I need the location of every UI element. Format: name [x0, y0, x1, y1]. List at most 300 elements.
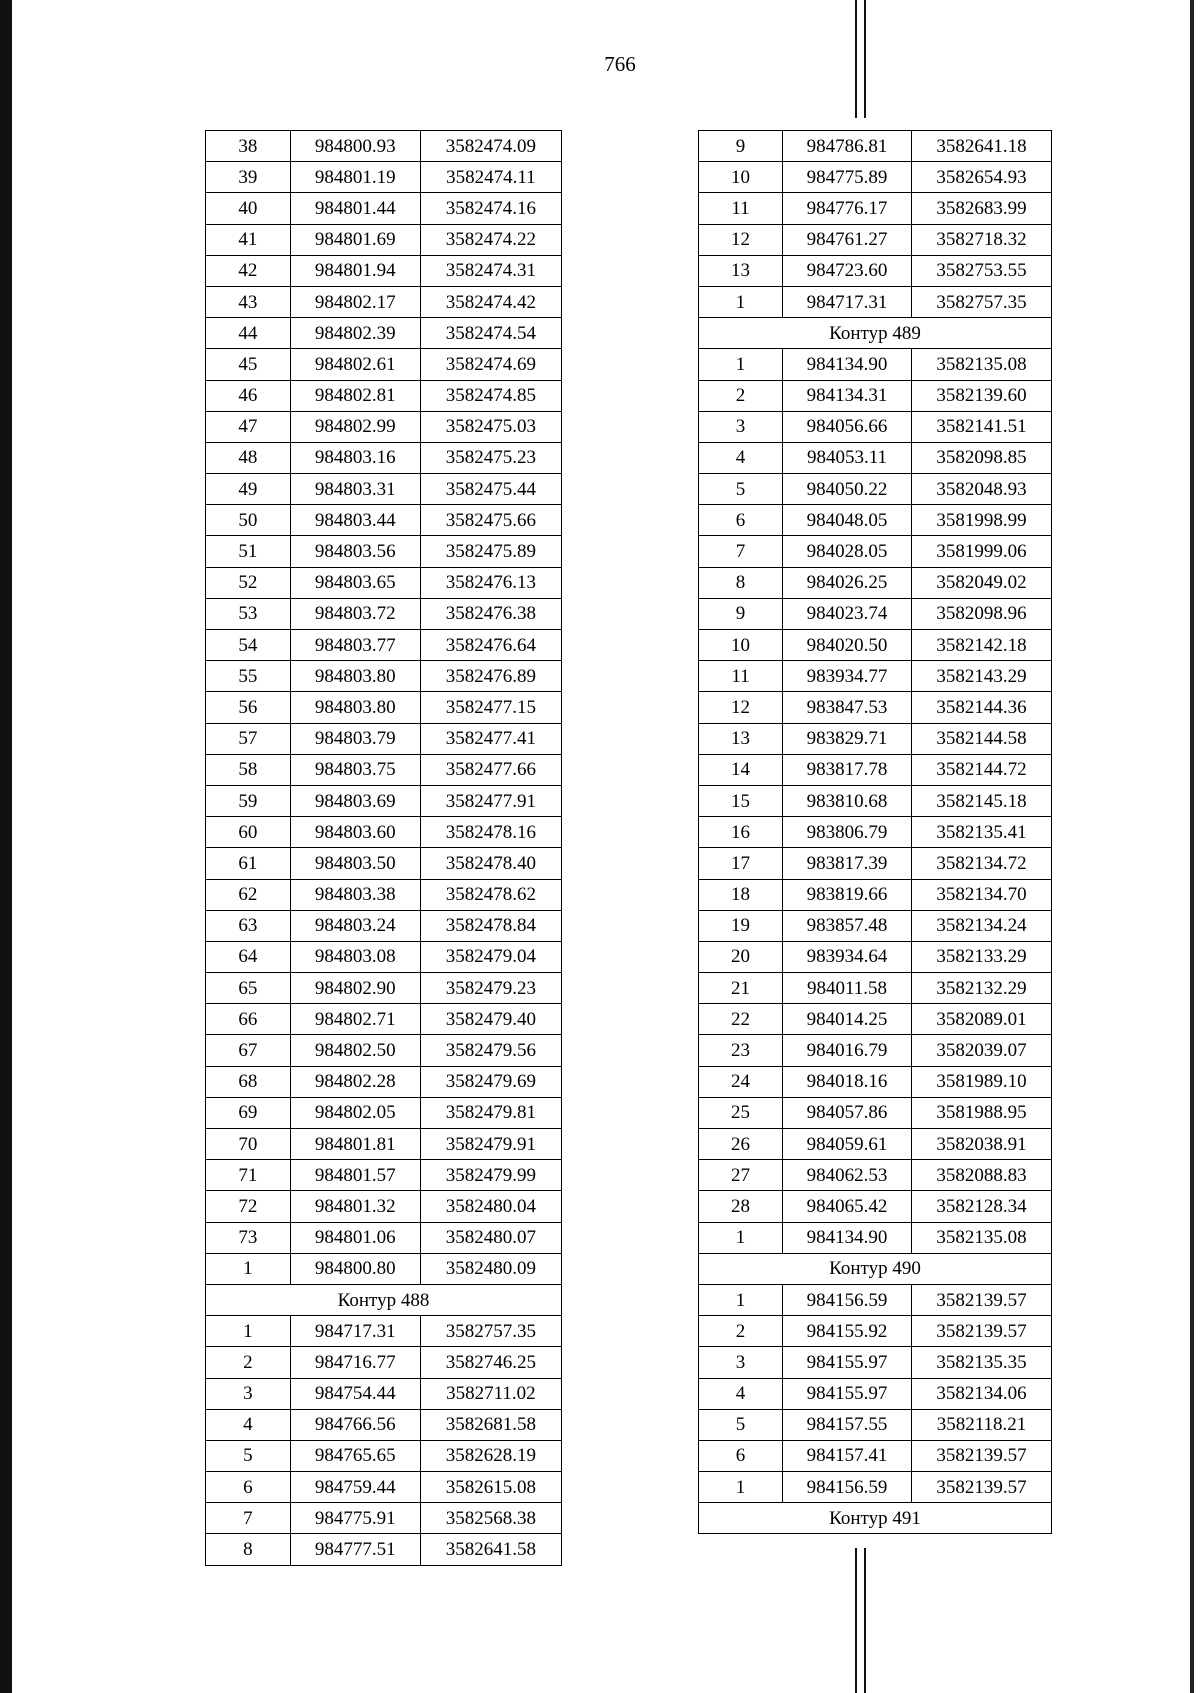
- x-coordinate: 984803.31: [290, 474, 420, 505]
- point-number: 13: [699, 723, 783, 754]
- table-row: [699, 692, 1052, 723]
- x-coordinate: 984157.55: [783, 1409, 912, 1440]
- table-row: [699, 1378, 1052, 1409]
- x-coordinate: 984057.86: [783, 1097, 912, 1128]
- table-row: [699, 941, 1052, 972]
- table-row: [699, 1284, 1052, 1315]
- binding-mark-bottom: [855, 1548, 867, 1693]
- y-coordinate: 3582757.35: [420, 1316, 561, 1347]
- table-row: [206, 567, 562, 598]
- table-row: [699, 349, 1052, 380]
- point-number: 53: [206, 598, 291, 629]
- contour-label: Контур 490: [699, 1253, 1052, 1284]
- table-row: [206, 1129, 562, 1160]
- y-coordinate: 3582475.23: [420, 442, 561, 473]
- table-row: [206, 1378, 562, 1409]
- point-number: 18: [699, 879, 783, 910]
- point-number: 1: [699, 1222, 783, 1253]
- table-row: [206, 286, 562, 317]
- point-number: 24: [699, 1066, 783, 1097]
- y-coordinate: 3582479.56: [420, 1035, 561, 1066]
- y-coordinate: 3582134.72: [912, 848, 1052, 879]
- y-coordinate: 3582476.64: [420, 630, 561, 661]
- x-coordinate: 984802.90: [290, 973, 420, 1004]
- x-coordinate: 984062.53: [783, 1160, 912, 1191]
- y-coordinate: 3582135.08: [912, 1222, 1052, 1253]
- point-number: 12: [699, 692, 783, 723]
- x-coordinate: 984803.72: [290, 598, 420, 629]
- table-row: [699, 380, 1052, 411]
- y-coordinate: 3582139.57: [912, 1316, 1052, 1347]
- point-number: 21: [699, 973, 783, 1004]
- x-coordinate: 984011.58: [783, 973, 912, 1004]
- point-number: 49: [206, 474, 291, 505]
- table-row: [699, 567, 1052, 598]
- point-number: 66: [206, 1004, 291, 1035]
- point-number: 2: [206, 1347, 291, 1378]
- table-row: [206, 131, 562, 162]
- point-number: 23: [699, 1035, 783, 1066]
- x-coordinate: 983817.78: [783, 754, 912, 785]
- x-coordinate: 984754.44: [290, 1378, 420, 1409]
- x-coordinate: 984803.60: [290, 817, 420, 848]
- y-coordinate: 3582476.38: [420, 598, 561, 629]
- y-coordinate: 3582474.11: [420, 162, 561, 193]
- point-number: 56: [206, 692, 291, 723]
- table-row: [699, 1347, 1052, 1378]
- point-number: 27: [699, 1160, 783, 1191]
- point-number: 22: [699, 1004, 783, 1035]
- y-coordinate: 3582474.69: [420, 349, 561, 380]
- x-coordinate: 984801.06: [290, 1222, 420, 1253]
- x-coordinate: 984157.41: [783, 1440, 912, 1471]
- table-row: [699, 1222, 1052, 1253]
- point-number: 42: [206, 255, 291, 286]
- table-row: [699, 973, 1052, 1004]
- y-coordinate: 3582479.23: [420, 973, 561, 1004]
- point-number: 1: [699, 286, 783, 317]
- table-row: [699, 630, 1052, 661]
- table-row: [206, 474, 562, 505]
- table-row: [206, 941, 562, 972]
- y-coordinate: 3582568.38: [420, 1503, 561, 1534]
- x-coordinate: 984716.77: [290, 1347, 420, 1378]
- table-row: [206, 692, 562, 723]
- x-coordinate: 984800.93: [290, 131, 420, 162]
- table-row: [206, 224, 562, 255]
- table-row: [699, 1472, 1052, 1503]
- y-coordinate: 3582134.06: [912, 1378, 1052, 1409]
- table-row: [206, 785, 562, 816]
- x-coordinate: 984016.79: [783, 1035, 912, 1066]
- x-coordinate: 984723.60: [783, 255, 912, 286]
- y-coordinate: 3582480.04: [420, 1191, 561, 1222]
- table-row: [699, 505, 1052, 536]
- y-coordinate: 3582477.91: [420, 785, 561, 816]
- y-coordinate: 3582143.29: [912, 661, 1052, 692]
- point-number: 5: [699, 474, 783, 505]
- x-coordinate: 984803.80: [290, 661, 420, 692]
- point-number: 4: [699, 442, 783, 473]
- table-row: [206, 536, 562, 567]
- x-coordinate: 984766.56: [290, 1409, 420, 1440]
- x-coordinate: 983806.79: [783, 817, 912, 848]
- x-coordinate: 984801.57: [290, 1160, 420, 1191]
- x-coordinate: 984134.31: [783, 380, 912, 411]
- y-coordinate: 3582475.03: [420, 411, 561, 442]
- x-coordinate: 984801.32: [290, 1191, 420, 1222]
- x-coordinate: 983857.48: [783, 910, 912, 941]
- point-number: 10: [699, 630, 783, 661]
- x-coordinate: 984802.81: [290, 380, 420, 411]
- y-coordinate: 3582039.07: [912, 1035, 1052, 1066]
- table-row: [206, 848, 562, 879]
- contour-header-row: [699, 1503, 1052, 1534]
- x-coordinate: 984028.05: [783, 536, 912, 567]
- x-coordinate: 984155.97: [783, 1378, 912, 1409]
- point-number: 5: [206, 1440, 291, 1471]
- point-number: 9: [699, 131, 783, 162]
- table-row: [206, 505, 562, 536]
- contour-header-row: [699, 1253, 1052, 1284]
- x-coordinate: 984801.44: [290, 193, 420, 224]
- point-number: 28: [699, 1191, 783, 1222]
- point-number: 1: [699, 1472, 783, 1503]
- point-number: 8: [699, 567, 783, 598]
- x-coordinate: 984803.79: [290, 723, 420, 754]
- y-coordinate: 3582478.16: [420, 817, 561, 848]
- y-coordinate: 3582628.19: [420, 1440, 561, 1471]
- point-number: 5: [699, 1409, 783, 1440]
- y-coordinate: 3582098.85: [912, 442, 1052, 473]
- y-coordinate: 3582135.08: [912, 349, 1052, 380]
- x-coordinate: 984803.80: [290, 692, 420, 723]
- y-coordinate: 3582139.57: [912, 1440, 1052, 1471]
- table-row: [206, 817, 562, 848]
- y-coordinate: 3582144.58: [912, 723, 1052, 754]
- y-coordinate: 3582474.22: [420, 224, 561, 255]
- point-number: 6: [206, 1472, 291, 1503]
- y-coordinate: 3582145.18: [912, 785, 1052, 816]
- x-coordinate: 984801.81: [290, 1129, 420, 1160]
- point-number: 7: [206, 1503, 291, 1534]
- table-row: [699, 1409, 1052, 1440]
- y-coordinate: 3582478.62: [420, 879, 561, 910]
- table-row: [206, 1409, 562, 1440]
- point-number: 3: [206, 1378, 291, 1409]
- y-coordinate: 3582474.42: [420, 286, 561, 317]
- point-number: 14: [699, 754, 783, 785]
- table-row: [206, 910, 562, 941]
- coordinates-table-left-body: [206, 131, 562, 1566]
- point-number: 25: [699, 1097, 783, 1128]
- point-number: 10: [699, 162, 783, 193]
- point-number: 17: [699, 848, 783, 879]
- x-coordinate: 984802.50: [290, 1035, 420, 1066]
- point-number: 65: [206, 973, 291, 1004]
- coordinates-table-left: [205, 130, 562, 1566]
- x-coordinate: 984156.59: [783, 1472, 912, 1503]
- x-coordinate: 984717.31: [783, 286, 912, 317]
- y-coordinate: 3582479.99: [420, 1160, 561, 1191]
- point-number: 46: [206, 380, 291, 411]
- y-coordinate: 3582479.40: [420, 1004, 561, 1035]
- y-coordinate: 3582139.57: [912, 1284, 1052, 1315]
- table-row: [206, 380, 562, 411]
- x-coordinate: 984801.69: [290, 224, 420, 255]
- y-coordinate: 3582144.72: [912, 754, 1052, 785]
- point-number: 48: [206, 442, 291, 473]
- x-coordinate: 984802.39: [290, 318, 420, 349]
- table-row: [206, 1066, 562, 1097]
- y-coordinate: 3582128.34: [912, 1191, 1052, 1222]
- y-coordinate: 3582718.32: [912, 224, 1052, 255]
- x-coordinate: 984800.80: [290, 1253, 420, 1284]
- point-number: 19: [699, 910, 783, 941]
- table-row: [699, 598, 1052, 629]
- scan-right-edge: [1190, 0, 1194, 1693]
- y-coordinate: 3582476.89: [420, 661, 561, 692]
- table-row: [699, 723, 1052, 754]
- x-coordinate: 984803.08: [290, 941, 420, 972]
- point-number: 68: [206, 1066, 291, 1097]
- point-number: 41: [206, 224, 291, 255]
- point-number: 2: [699, 1316, 783, 1347]
- table-row: [206, 1222, 562, 1253]
- contour-label: Контур 489: [699, 318, 1052, 349]
- y-coordinate: 3582141.51: [912, 411, 1052, 442]
- y-coordinate: 3582132.29: [912, 973, 1052, 1004]
- x-coordinate: 984155.92: [783, 1316, 912, 1347]
- point-number: 11: [699, 661, 783, 692]
- y-coordinate: 3582477.41: [420, 723, 561, 754]
- point-number: 57: [206, 723, 291, 754]
- y-coordinate: 3582135.35: [912, 1347, 1052, 1378]
- x-coordinate: 984802.71: [290, 1004, 420, 1035]
- point-number: 44: [206, 318, 291, 349]
- point-number: 12: [699, 224, 783, 255]
- x-coordinate: 984803.56: [290, 536, 420, 567]
- point-number: 3: [699, 411, 783, 442]
- table-row: [699, 193, 1052, 224]
- table-row: [206, 1253, 562, 1284]
- table-row: [206, 318, 562, 349]
- table-row: [206, 1160, 562, 1191]
- x-coordinate: 984134.90: [783, 1222, 912, 1253]
- table-row: [699, 286, 1052, 317]
- x-coordinate: 984134.90: [783, 349, 912, 380]
- x-coordinate: 984802.28: [290, 1066, 420, 1097]
- x-coordinate: 984026.25: [783, 567, 912, 598]
- y-coordinate: 3582474.16: [420, 193, 561, 224]
- table-row: [699, 224, 1052, 255]
- x-coordinate: 984803.65: [290, 567, 420, 598]
- point-number: 38: [206, 131, 291, 162]
- point-number: 26: [699, 1129, 783, 1160]
- x-coordinate: 984014.25: [783, 1004, 912, 1035]
- y-coordinate: 3582681.58: [420, 1409, 561, 1440]
- point-number: 4: [699, 1378, 783, 1409]
- point-number: 1: [206, 1316, 291, 1347]
- table-row: [206, 1472, 562, 1503]
- x-coordinate: 984802.17: [290, 286, 420, 317]
- x-coordinate: 984761.27: [783, 224, 912, 255]
- y-coordinate: 3582480.09: [420, 1253, 561, 1284]
- x-coordinate: 984156.59: [783, 1284, 912, 1315]
- table-row: [699, 817, 1052, 848]
- table-row: [206, 973, 562, 1004]
- point-number: 3: [699, 1347, 783, 1378]
- x-coordinate: 984802.05: [290, 1097, 420, 1128]
- table-row: [206, 1035, 562, 1066]
- table-row: [206, 598, 562, 629]
- y-coordinate: 3582142.18: [912, 630, 1052, 661]
- x-coordinate: 984050.22: [783, 474, 912, 505]
- page-number: 766: [604, 52, 636, 76]
- point-number: 13: [699, 255, 783, 286]
- y-coordinate: 3582479.81: [420, 1097, 561, 1128]
- y-coordinate: 3582746.25: [420, 1347, 561, 1378]
- x-coordinate: 984803.38: [290, 879, 420, 910]
- table-row: [699, 1129, 1052, 1160]
- table-row: [699, 1035, 1052, 1066]
- point-number: 63: [206, 910, 291, 941]
- table-row: [206, 1191, 562, 1222]
- x-coordinate: 984053.11: [783, 442, 912, 473]
- x-coordinate: 984803.50: [290, 848, 420, 879]
- y-coordinate: 3582135.41: [912, 817, 1052, 848]
- table-row: [699, 474, 1052, 505]
- y-coordinate: 3582711.02: [420, 1378, 561, 1409]
- y-coordinate: 3582134.70: [912, 879, 1052, 910]
- contour-header-row: [206, 1284, 562, 1315]
- y-coordinate: 3582133.29: [912, 941, 1052, 972]
- x-coordinate: 984802.61: [290, 349, 420, 380]
- point-number: 1: [699, 349, 783, 380]
- table-row: [206, 754, 562, 785]
- point-number: 51: [206, 536, 291, 567]
- y-coordinate: 3581988.95: [912, 1097, 1052, 1128]
- point-number: 52: [206, 567, 291, 598]
- point-number: 8: [206, 1534, 291, 1565]
- table-row: [206, 1316, 562, 1347]
- y-coordinate: 3582641.18: [912, 131, 1052, 162]
- table-row: [206, 162, 562, 193]
- y-coordinate: 3582479.69: [420, 1066, 561, 1097]
- point-number: 7: [699, 536, 783, 567]
- point-number: 1: [206, 1253, 291, 1284]
- table-row: [206, 442, 562, 473]
- point-number: 15: [699, 785, 783, 816]
- y-coordinate: 3582641.58: [420, 1534, 561, 1565]
- point-number: 6: [699, 1440, 783, 1471]
- point-number: 69: [206, 1097, 291, 1128]
- table-row: [206, 193, 562, 224]
- y-coordinate: 3581999.06: [912, 536, 1052, 567]
- x-coordinate: 984801.94: [290, 255, 420, 286]
- y-coordinate: 3582139.60: [912, 380, 1052, 411]
- table-row: [206, 411, 562, 442]
- point-number: 6: [699, 505, 783, 536]
- y-coordinate: 3582478.40: [420, 848, 561, 879]
- table-row: [699, 1160, 1052, 1191]
- x-coordinate: 984803.77: [290, 630, 420, 661]
- x-coordinate: 983829.71: [783, 723, 912, 754]
- point-number: 40: [206, 193, 291, 224]
- y-coordinate: 3582474.09: [420, 131, 561, 162]
- y-coordinate: 3582683.99: [912, 193, 1052, 224]
- binding-mark-top: [855, 0, 867, 118]
- table-row: [699, 879, 1052, 910]
- x-coordinate: 983810.68: [783, 785, 912, 816]
- point-number: 20: [699, 941, 783, 972]
- x-coordinate: 984776.17: [783, 193, 912, 224]
- table-row: [699, 1440, 1052, 1471]
- table-row: [699, 255, 1052, 286]
- y-coordinate: 3582479.04: [420, 941, 561, 972]
- point-number: 62: [206, 879, 291, 910]
- table-row: [699, 1097, 1052, 1128]
- x-coordinate: 984056.66: [783, 411, 912, 442]
- y-coordinate: 3582475.89: [420, 536, 561, 567]
- y-coordinate: 3582654.93: [912, 162, 1052, 193]
- y-coordinate: 3582478.84: [420, 910, 561, 941]
- point-number: 60: [206, 817, 291, 848]
- table-row: [699, 1004, 1052, 1035]
- table-row: [699, 754, 1052, 785]
- point-number: 2: [699, 380, 783, 411]
- y-coordinate: 3582474.85: [420, 380, 561, 411]
- y-coordinate: 3582477.15: [420, 692, 561, 723]
- y-coordinate: 3582474.31: [420, 255, 561, 286]
- x-coordinate: 984048.05: [783, 505, 912, 536]
- y-coordinate: 3582475.66: [420, 505, 561, 536]
- x-coordinate: 984759.44: [290, 1472, 420, 1503]
- y-coordinate: 3581998.99: [912, 505, 1052, 536]
- table-row: [206, 1534, 562, 1565]
- point-number: 72: [206, 1191, 291, 1222]
- point-number: 64: [206, 941, 291, 972]
- point-number: 47: [206, 411, 291, 442]
- point-number: 9: [699, 598, 783, 629]
- y-coordinate: 3582144.36: [912, 692, 1052, 723]
- y-coordinate: 3582479.91: [420, 1129, 561, 1160]
- y-coordinate: 3582474.54: [420, 318, 561, 349]
- y-coordinate: 3582088.83: [912, 1160, 1052, 1191]
- table-row: [699, 442, 1052, 473]
- y-coordinate: 3582098.96: [912, 598, 1052, 629]
- point-number: 54: [206, 630, 291, 661]
- coordinates-table-right-body: [699, 131, 1052, 1534]
- y-coordinate: 3582615.08: [420, 1472, 561, 1503]
- table-row: [699, 131, 1052, 162]
- y-coordinate: 3582477.66: [420, 754, 561, 785]
- table-row: [206, 723, 562, 754]
- x-coordinate: 984775.91: [290, 1503, 420, 1534]
- table-row: [206, 1347, 562, 1378]
- x-coordinate: 983819.66: [783, 879, 912, 910]
- x-coordinate: 984803.16: [290, 442, 420, 473]
- table-row: [699, 848, 1052, 879]
- x-coordinate: 984775.89: [783, 162, 912, 193]
- x-coordinate: 983934.77: [783, 661, 912, 692]
- point-number: 70: [206, 1129, 291, 1160]
- point-number: 61: [206, 848, 291, 879]
- point-number: 71: [206, 1160, 291, 1191]
- y-coordinate: 3582048.93: [912, 474, 1052, 505]
- y-coordinate: 3582476.13: [420, 567, 561, 598]
- point-number: 45: [206, 349, 291, 380]
